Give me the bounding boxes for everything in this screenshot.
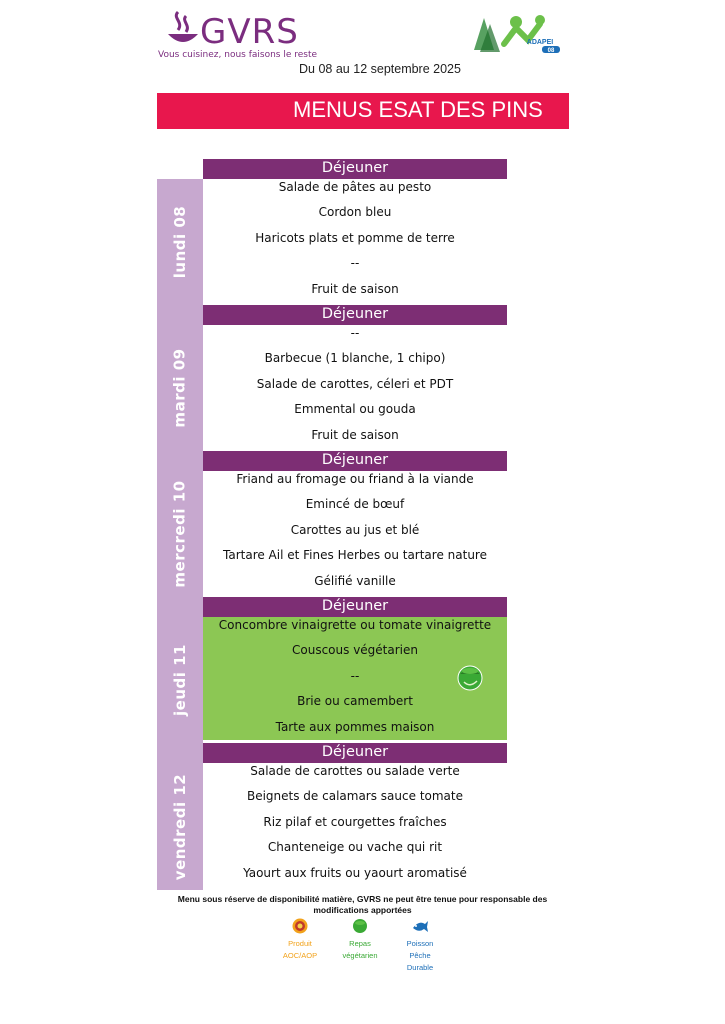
dish-item: Friand au fromage ou friand à la viande <box>236 472 474 486</box>
meal-header: Déjeuner <box>203 597 507 617</box>
partner-logo-sub: 08 <box>547 48 555 54</box>
meal-header: Déjeuner <box>203 743 507 763</box>
legend-aoc-aop: Produit AOC/AOP <box>270 918 330 962</box>
dish-item: Salade de carottes ou salade verte <box>250 764 460 778</box>
dish-item: -- <box>350 256 360 271</box>
dish-list <box>203 759 507 886</box>
dish-item: Salade de pâtes au pesto <box>278 180 432 194</box>
dish-item: Haricots plats et pomme de terre <box>255 230 455 245</box>
dish-item: Carottes au jus et blé <box>290 522 420 537</box>
partner-logo-text: ADAPEI <box>526 39 554 46</box>
meal-header: Déjeuner <box>203 159 507 179</box>
dish-item: Couscous végétarien <box>292 643 418 658</box>
title-banner <box>157 93 569 129</box>
dish-item: Beignets de calamars sauce tomate <box>246 789 463 804</box>
legend-fish: Poisson Pêche Durable <box>390 918 450 974</box>
dish-list <box>203 175 507 302</box>
day-label: mardi 09 <box>171 348 189 428</box>
logo-text: GVRS <box>200 12 299 52</box>
dish-item: Tarte aux pommes maison <box>275 719 435 734</box>
dish-item: Cordon bleu <box>318 205 392 220</box>
dish-item: -- <box>350 668 360 683</box>
aoc-aop-seal-icon <box>292 918 308 934</box>
dish-item: Chanteneige ou vache qui rit <box>267 840 443 855</box>
steam-bowl-icon <box>166 10 200 50</box>
disclaimer-line-2: modifications apportées <box>313 905 412 915</box>
dish-list <box>203 321 507 448</box>
dish-item: Emincé de bœuf <box>305 497 405 512</box>
fish-icon <box>411 918 429 934</box>
dish-item: -- <box>350 326 360 340</box>
date-range: Du 08 au 12 septembre 2025 <box>299 62 461 76</box>
dish-item: Yaourt aux fruits ou yaourt aromatisé <box>243 865 467 880</box>
vegetarian-globe-icon <box>352 918 368 934</box>
logo-tagline: Vous cuisinez, nous faisons le reste <box>158 50 318 60</box>
dish-item: Barbecue (1 blanche, 1 chipo) <box>264 351 446 366</box>
dish-item: Fruit de saison <box>311 427 399 442</box>
dish-item: Riz pilaf et courgettes fraîches <box>263 814 447 829</box>
dish-item: Concombre vinaigrette ou tomate vinaigrette <box>218 618 492 632</box>
day-label: mercredi 10 <box>171 480 190 588</box>
dish-item: Gélifié vanille <box>314 573 396 588</box>
disclaimer-line-1: Menu sous réserve de disponibilité matière, GVRS ne peut être tenue pour responsable des <box>177 894 548 904</box>
dish-item: Brie ou camembert <box>297 694 413 709</box>
vegetarian-globe-icon <box>455 662 485 692</box>
meal-header: Déjeuner <box>203 451 507 471</box>
dish-item: Tartare Ail et Fines Herbes ou tartare nature <box>223 548 487 563</box>
disclaimer <box>150 894 575 916</box>
page-title: MENUS ESAT DES PINS <box>293 97 543 122</box>
gvrs-logo <box>158 10 328 60</box>
day-label: jeudi 11 <box>171 644 189 716</box>
day-label: vendredi 12 <box>171 773 190 880</box>
dish-item: Salade de carottes, céleri et PDT <box>256 376 454 391</box>
dish-list <box>203 467 507 594</box>
adapei-logo <box>470 10 562 56</box>
dish-item: Emmental ou gouda <box>294 402 416 417</box>
dish-item: Fruit de saison <box>311 281 399 296</box>
day-label: lundi 08 <box>171 205 190 279</box>
meal-header: Déjeuner <box>203 305 507 325</box>
legend-vegetarian: Repas végétarien <box>330 918 390 962</box>
